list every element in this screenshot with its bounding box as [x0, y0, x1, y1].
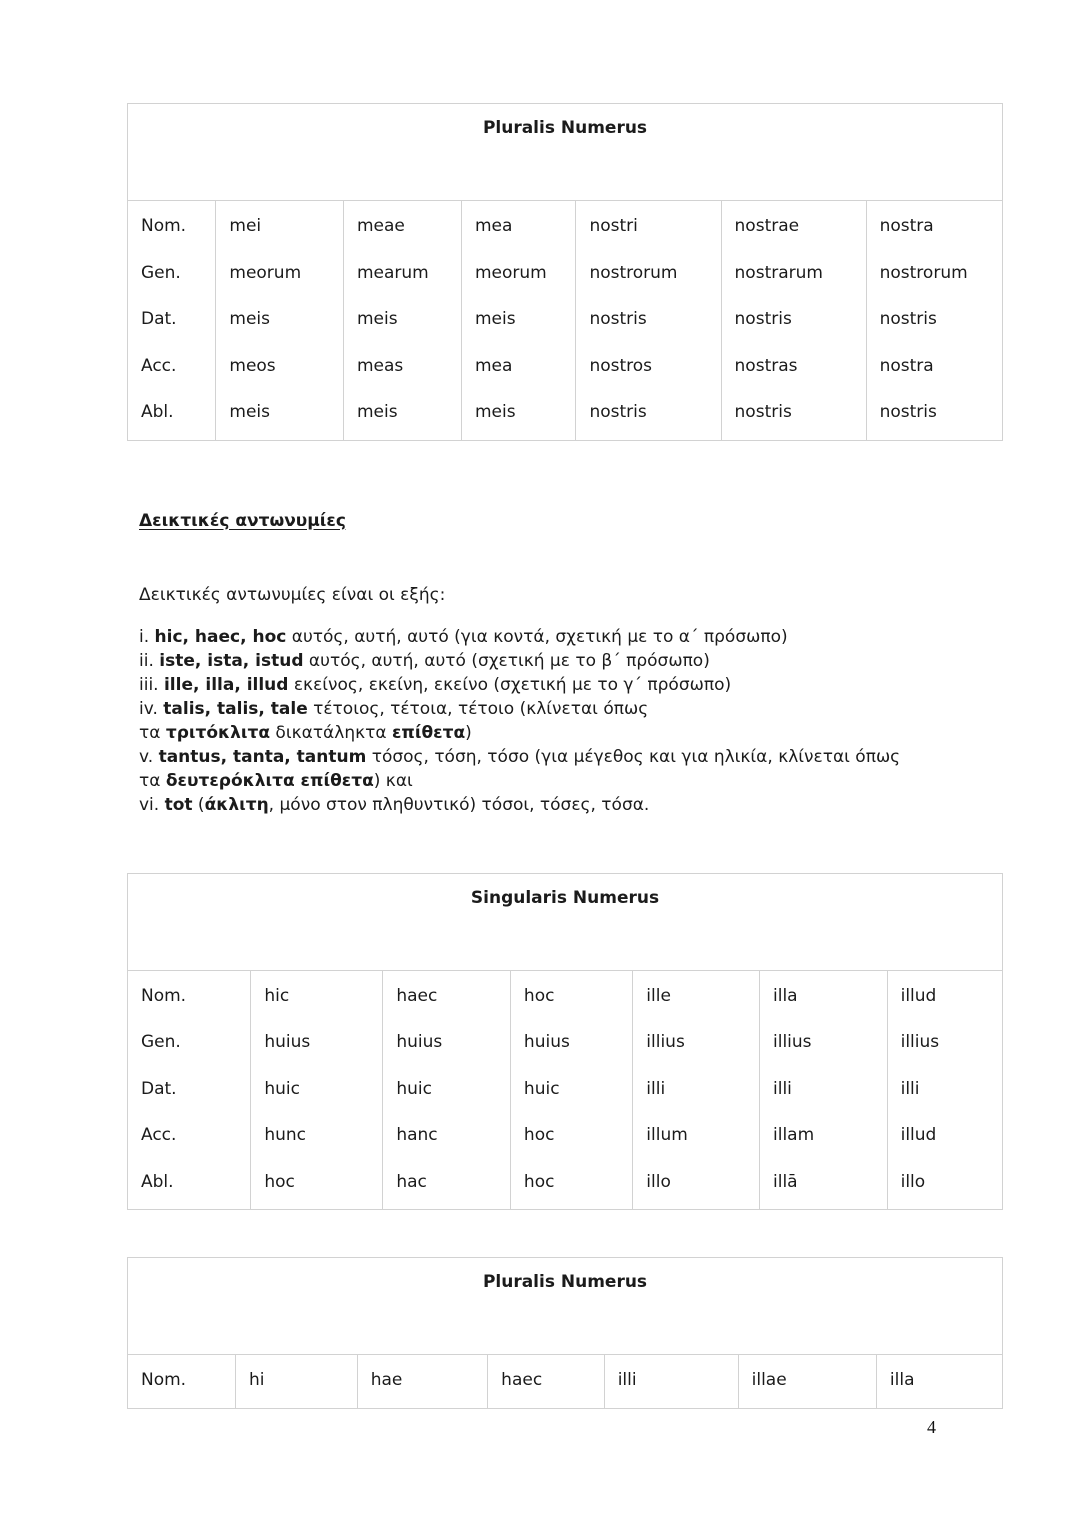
plain-text: τόσος, τόση, τόσο (για μέγεθος και για ηλικία, κλίνεται όπως [366, 746, 901, 767]
table-cell: hoc [523, 1171, 555, 1192]
table-cell: haec [396, 985, 438, 1006]
plain-text: εκείνος, εκείνη, εκείνο (σχετική με το γ΄ πρόσωπο) [288, 674, 732, 695]
plain-text: αυτός, αυτή, αυτό (σχετική με το β΄ πρόσωπο) [303, 650, 710, 671]
table-cell: illum [646, 1125, 688, 1146]
plain-text: , μόνο στον πληθυντικό) τόσοι, τόσες, τόσα. [268, 794, 650, 815]
table-cell: hoc [264, 1171, 295, 1192]
table-cell: huius [396, 1032, 443, 1053]
table-cell: Gen. [141, 1032, 181, 1053]
table-title: Pluralis Numerus [128, 104, 1002, 201]
table-column [250, 971, 382, 1210]
list-line [139, 649, 1003, 673]
table-cell: nostris [734, 309, 792, 330]
list-line [139, 793, 1003, 817]
table-cell: meis [356, 309, 398, 330]
table-cell: meorum [474, 262, 547, 283]
table-column [128, 201, 215, 440]
table-cell: illā [773, 1171, 798, 1192]
plain-text: τέτοιος, τέτοια, τέτοιο (κλίνεται όπως [307, 698, 649, 719]
table-cell: hae [370, 1370, 403, 1391]
plain-text: ( [192, 794, 205, 815]
table-cell: hunc [264, 1125, 307, 1146]
table-column [235, 1355, 357, 1408]
table-cell: meis [229, 309, 270, 330]
table-cell: illi [900, 1078, 920, 1099]
emphasized-text: ille, illa, illud [163, 674, 289, 695]
table-cell: huius [264, 1032, 311, 1053]
pronoun-list [139, 625, 1003, 817]
table-cell: Nom. [141, 985, 187, 1006]
table-cell: meos [229, 355, 276, 376]
table-column [759, 971, 887, 1210]
table-cell: hoc [523, 985, 555, 1006]
table-cell: illius [900, 1032, 940, 1053]
table-cell: illud [900, 985, 937, 1006]
table-cell: nostrorum [879, 262, 968, 283]
table-cell: meis [356, 402, 398, 423]
table-column [866, 201, 1002, 440]
plain-text: i. [139, 626, 155, 647]
emphasized-text: επίθετα [391, 722, 466, 743]
table-cell: huius [523, 1032, 570, 1053]
table-cell: illi [617, 1370, 637, 1391]
table-cell: nostra [879, 216, 934, 237]
emphasized-text: άκλιτη [204, 794, 269, 815]
table-cell: hoc [523, 1125, 555, 1146]
section-heading: Δεικτικές αντωνυμίες [139, 510, 346, 531]
table-body [128, 1355, 1002, 1408]
table-cell: hac [396, 1171, 427, 1192]
table-cell: huic [264, 1078, 300, 1099]
table-cell: illi [646, 1078, 666, 1099]
table-cell: huic [396, 1078, 432, 1099]
table-pluralis-possessive [127, 103, 1003, 441]
table-cell: nostra [879, 355, 934, 376]
table-column [632, 971, 759, 1210]
table-cell: meis [229, 402, 270, 423]
table-title: Pluralis Numerus [128, 1258, 1002, 1355]
table-body [128, 971, 1002, 1210]
plain-text: ) και [373, 770, 413, 791]
table-cell: huic [523, 1078, 560, 1099]
table-column [487, 1355, 604, 1408]
plain-text: vi. [139, 794, 165, 815]
table-cell: illam [773, 1125, 815, 1146]
table-cell: nostrarum [734, 262, 823, 283]
plain-text: iv. [139, 698, 164, 719]
table-cell: mei [229, 216, 262, 237]
list-line [139, 697, 1003, 721]
table-column [343, 201, 461, 440]
table-cell: mearum [356, 262, 429, 283]
emphasized-text: δευτερόκλιτα επίθετα [165, 770, 374, 791]
table-column [461, 201, 575, 440]
emphasized-text: τριτόκλιτα [165, 722, 271, 743]
table-cell: illa [773, 985, 798, 1006]
table-cell: Nom. [141, 1370, 187, 1391]
plain-text: iii. [139, 674, 164, 695]
table-cell: Dat. [141, 309, 177, 330]
table-cell: meis [474, 309, 516, 330]
table-title: Singularis Numerus [128, 874, 1002, 971]
table-column [128, 971, 250, 1210]
table-cell: nostris [879, 402, 937, 423]
table-column [382, 971, 510, 1210]
table-cell: illud [900, 1125, 937, 1146]
plain-text: ii. [139, 650, 160, 671]
table-column [604, 1355, 738, 1408]
table-cell: nostris [734, 402, 792, 423]
table-cell: hi [248, 1370, 265, 1391]
table-cell: nostrorum [589, 262, 678, 283]
table-cell: mea [474, 216, 513, 237]
table-cell: Acc. [141, 1125, 177, 1146]
table-column [575, 201, 720, 440]
list-line [139, 721, 1003, 745]
plain-text: ) [465, 722, 472, 743]
document-page [127, 0, 1003, 1438]
table-column [887, 971, 1002, 1210]
table-cell: ille [646, 985, 671, 1006]
list-line [139, 769, 1003, 793]
table-cell: hanc [396, 1125, 438, 1146]
table-cell: illae [751, 1370, 787, 1391]
list-line [139, 745, 1003, 769]
list-line [139, 625, 1003, 649]
table-column [510, 971, 632, 1210]
table-singularis-demonstrative [127, 873, 1003, 1211]
table-column [357, 1355, 487, 1408]
intro-paragraph: Δεικτικές αντωνυμίες είναι οι εξής: [139, 584, 446, 605]
table-cell: illo [900, 1171, 926, 1192]
emphasized-text: hic, haec, hoc [154, 626, 287, 647]
table-pluralis-demonstrative [127, 1257, 1003, 1409]
table-cell: Nom. [141, 216, 187, 237]
table-cell: mea [474, 355, 513, 376]
table-cell: illo [646, 1171, 671, 1192]
emphasized-text: iste, ista, istud [159, 650, 304, 671]
table-column [876, 1355, 1002, 1408]
emphasized-text: tot [164, 794, 193, 815]
table-column [721, 201, 866, 440]
table-cell: Abl. [141, 402, 174, 423]
table-cell: nostris [589, 309, 647, 330]
emphasized-text: talis, talis, tale [163, 698, 308, 719]
plain-text: v. [139, 746, 159, 767]
plain-text: τα [139, 722, 166, 743]
table-cell: meas [356, 355, 404, 376]
table-cell: illius [646, 1032, 685, 1053]
table-body [128, 201, 1002, 440]
table-cell: nostri [589, 216, 638, 237]
table-cell: Gen. [141, 262, 181, 283]
table-cell: nostris [589, 402, 647, 423]
table-cell: nostris [879, 309, 937, 330]
table-cell: Dat. [141, 1078, 177, 1099]
table-column [128, 1355, 235, 1408]
plain-text: τα [139, 770, 166, 791]
plain-text: δικατάληκτα [270, 722, 392, 743]
table-cell: hic [264, 985, 290, 1006]
table-column [738, 1355, 876, 1408]
table-cell: illi [773, 1078, 792, 1099]
table-cell: meorum [229, 262, 302, 283]
table-cell: haec [501, 1370, 543, 1391]
table-cell: Abl. [141, 1171, 174, 1192]
table-cell: nostras [734, 355, 798, 376]
page-number: 4 [927, 1416, 936, 1437]
table-cell: illius [773, 1032, 812, 1053]
table-cell: meae [356, 216, 405, 237]
emphasized-text: tantus, tanta, tantum [158, 746, 367, 767]
table-cell: meis [474, 402, 516, 423]
table-cell: nostrae [734, 216, 800, 237]
list-line [139, 673, 1003, 697]
table-column [215, 201, 343, 440]
plain-text: αυτός, αυτή, αυτό (για κοντά, σχετική με το α΄ πρόσωπο) [286, 626, 788, 647]
table-cell: nostros [589, 355, 653, 376]
table-cell: Acc. [141, 355, 177, 376]
table-cell: illa [889, 1370, 915, 1391]
